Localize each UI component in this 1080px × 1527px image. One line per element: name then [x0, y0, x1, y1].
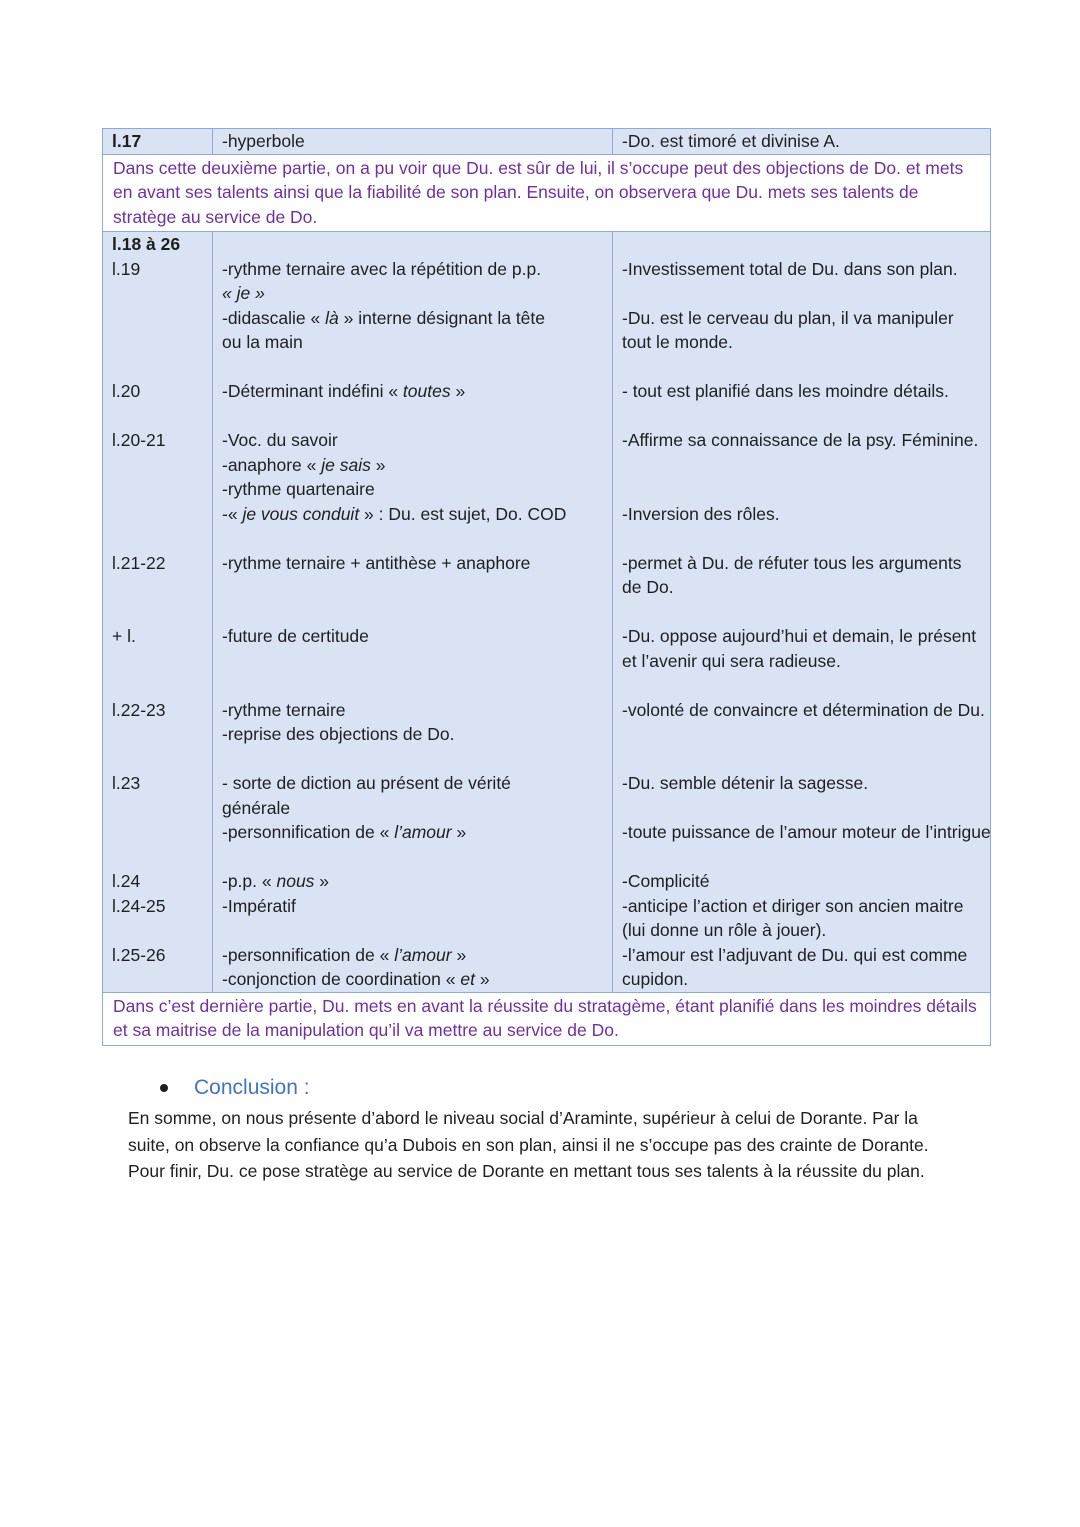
- table-row: [103, 129, 991, 155]
- line-ref-cell: l.18 à 26 l.19 l.20 l.20-21 l.21-22 + l. l.22-23 l.23 l.24 l.24-25 l.25-26: [103, 232, 213, 993]
- device-cell: -hyperbole: [213, 129, 613, 155]
- part-summary: [103, 154, 991, 232]
- summary-text: Dans cette deuxième partie, on a pu voir que Du. est sûr de lui, il s’occupe peut des objections de Do. et mets en avant ses talents ainsi que la fiabilité de son plan. Ensuite, on observera que Du. mets ses talents de stratège au service de Do.: [103, 154, 991, 232]
- bullet-icon: [160, 1084, 168, 1092]
- effect-cell: -Do. est timoré et divinise A.: [613, 129, 991, 155]
- effect-cell: -Investissement total de Du. dans son plan. -Du. est le cerveau du plan, il va manipuler tout le monde. - tout est planifié dans les moindre détails. -Affirme sa connaissance de la psy. Féminine. -Inversion des rôles. -permet à Du. de réfuter tous les arguments de Do. -Du. oppose aujourd’hui et demain, le présent et l’avenir qui sera radieuse. -volonté de convaincre et détermination de Du. -Du. semble détenir la sagesse. -toute puissance de l’amour moteur de l’intrigue -Complicité -anticipe l’action et diriger son ancien maitre (lui donne un rôle à jouer). -l’amour est l’adjuvant de Du. qui est comme cupidon.: [613, 232, 991, 993]
- table-row: [103, 232, 991, 993]
- conclusion-heading: Conclusion :: [160, 1076, 310, 1100]
- analysis-table: [102, 128, 991, 1046]
- line-ref-cell: l.17: [103, 129, 213, 155]
- part-summary: [103, 992, 991, 1045]
- device-cell: -rythme ternaire avec la répétition de p.p. « je » -didascalie « là » interne désignant la tête ou la main -Déterminant indéfini « toutes » -Voc. du savoir -anaphore « je sais » -rythme quartenaire -« je vous conduit » : Du. est sujet, Do. COD -rythme ternaire + antithèse + anaphore -future de certitude -rythme ternaire -reprise des objections de Do. - sorte de diction au présent de vérité générale -personnification de « l’amour » -p.p. « nous » -Impératif -personnification de « l’amour » -conjonction de coordination « et »: [213, 232, 613, 993]
- conclusion-text: En somme, on nous présente d’abord le niveau social d’Araminte, supérieur à celui de Dorante. Par la suite, on observe la confiance qu’a Dubois en son plan, ainsi il ne s’occupe pas des crainte de Dorante. Pour finir, Du. ce pose stratège au service de Dorante en mettant tous ses talents à la réussite du plan.: [128, 1108, 929, 1181]
- summary-text: Dans c’est dernière partie, Du. mets en avant la réussite du stratagème, étant planifié dans les moindres détails et sa maitrise de la manipulation qu’il va mettre au service de Do.: [103, 992, 991, 1045]
- section-ref: l.18 à 26: [112, 234, 181, 254]
